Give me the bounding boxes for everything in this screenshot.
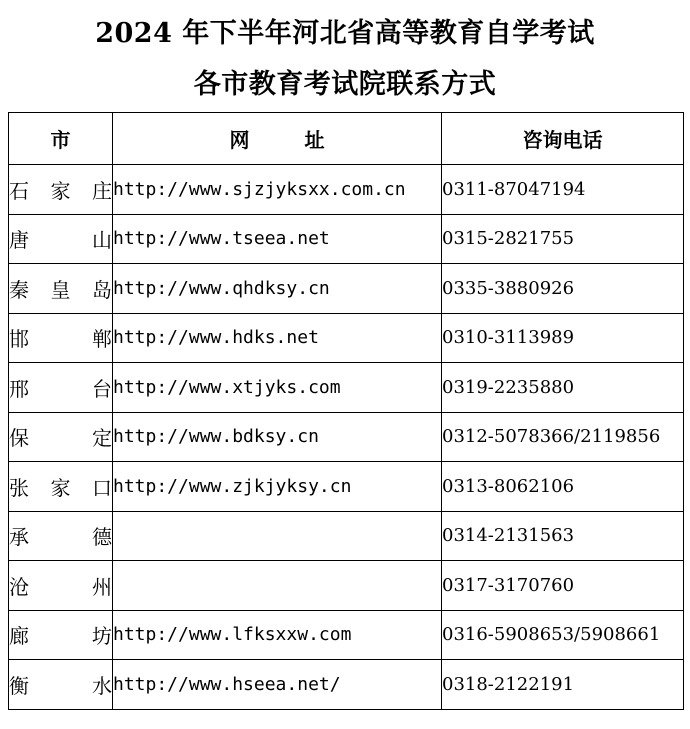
table-row [9,561,684,611]
column-header-url-label: 网 址 [229,128,349,152]
phone-cell: 0314-2131563 [442,511,684,561]
url-cell[interactable]: http://www.zjkjyksy.cn [113,462,442,512]
city-cell: 张家口 [9,462,113,512]
city-cell: 沧 州 [9,561,113,611]
city-cell: 唐 山 [9,214,113,264]
city-cell: 承 德 [9,511,113,561]
phone-cell: 0316-5908653/5908661 [442,610,684,660]
url-cell[interactable]: http://www.lfksxxw.com [113,610,442,660]
phone-cell: 0311-87047194 [442,165,684,215]
table-row [9,214,684,264]
table-row [9,412,684,462]
column-header-phone: 咨询电话 [442,113,684,165]
contact-table [8,112,684,710]
table-row [9,363,684,413]
city-cell: 邯 郸 [9,313,113,363]
phone-cell: 0335-3880926 [442,264,684,314]
document-title-line-1: 2024 年下半年河北省高等教育自学考试 [95,18,595,49]
url-cell[interactable]: http://www.hseea.net/ [113,660,442,710]
city-cell: 廊 坊 [9,610,113,660]
url-cell[interactable]: http://www.qhdksy.cn [113,264,442,314]
city-cell: 衡 水 [9,660,113,710]
phone-cell: 0319-2235880 [442,363,684,413]
column-header-city: 市 [9,113,113,165]
url-cell [113,511,442,561]
column-header-url [113,113,442,165]
table-row [9,511,684,561]
document-title-line-2: 各市教育考试院联系方式 [193,69,497,100]
phone-cell: 0312-5078366/2119856 [442,412,684,462]
phone-cell: 0315-2821755 [442,214,684,264]
city-cell: 秦皇岛 [9,264,113,314]
table-body [9,165,684,710]
url-cell [113,561,442,611]
table-row [9,660,684,710]
phone-cell: 0310-3113989 [442,313,684,363]
city-cell: 保 定 [9,412,113,462]
url-cell[interactable]: http://www.hdks.net [113,313,442,363]
phone-cell: 0317-3170760 [442,561,684,611]
table-row [9,610,684,660]
table-row [9,462,684,512]
phone-cell: 0313-8062106 [442,462,684,512]
table-row [9,165,684,215]
table-row [9,264,684,314]
url-cell[interactable]: http://www.sjzjyksxx.com.cn [113,165,442,215]
url-cell[interactable]: http://www.bdksy.cn [113,412,442,462]
phone-cell: 0318-2122191 [442,660,684,710]
city-cell: 石家庄 [9,165,113,215]
url-cell[interactable]: http://www.xtjyks.com [113,363,442,413]
table-header-row [9,113,684,165]
table-row [9,313,684,363]
url-cell[interactable]: http://www.tseea.net [113,214,442,264]
city-cell: 邢 台 [9,363,113,413]
